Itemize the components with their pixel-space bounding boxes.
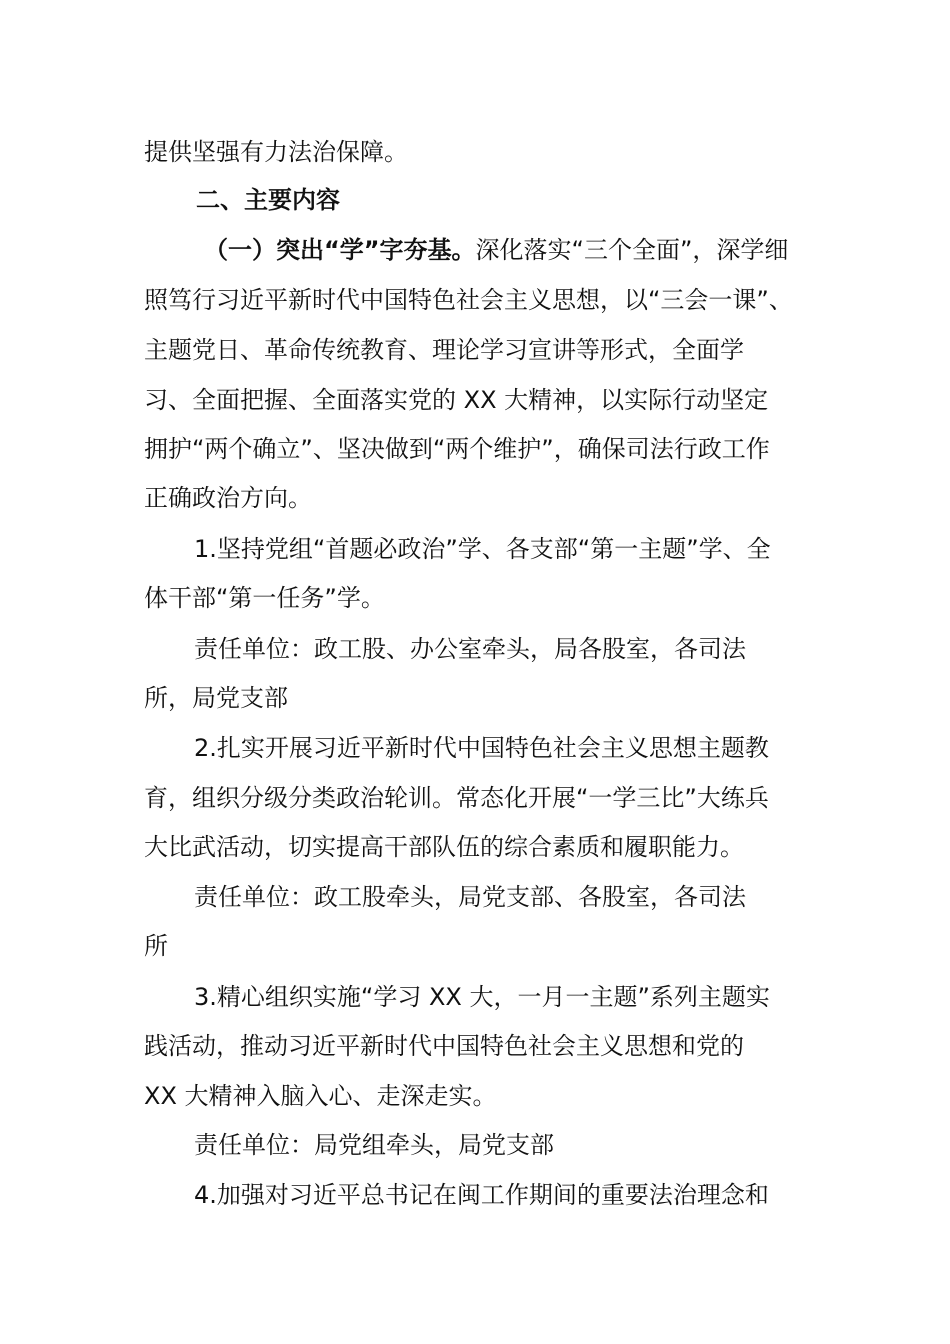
responsibility-line: 责任单位：政工股牵头，局党支部、各股室，各司法 bbox=[194, 883, 746, 911]
responsibility-line: 所，局党支部 bbox=[144, 684, 288, 712]
paragraph-line: 提供坚强有力法治保障。 bbox=[144, 138, 408, 166]
list-item-1-line: 体干部“第一任务”学。 bbox=[144, 584, 385, 612]
paragraph-line: 习、全面把握、全面落实党的 XX 大精神，以实际行动坚定 bbox=[144, 386, 769, 414]
subsection-line bbox=[204, 225, 788, 275]
list-item-1-line: 1.坚持党组“首题必政治”学、各支部“第一主题”学、全 bbox=[194, 535, 771, 563]
paragraph-line: 主题党日、革命传统教育、理论学习宣讲等形式，全面学 bbox=[144, 336, 744, 364]
list-item-2-line: 2.扎实开展习近平新时代中国特色社会主义思想主题教 bbox=[194, 734, 769, 762]
responsibility-line: 所 bbox=[144, 932, 168, 960]
list-item-3-line: XX 大精神入脑入心、走深走实。 bbox=[144, 1082, 497, 1110]
list-item-3-line: 3.精心组织实施“学习 XX 大，一月一主题”系列主题实 bbox=[194, 983, 770, 1011]
responsibility-line: 责任单位：政工股、办公室牵头，局各股室，各司法 bbox=[194, 635, 746, 663]
paragraph-line: 拥护“两个确立”、坚决做到“两个维护”，确保司法行政工作 bbox=[144, 435, 770, 463]
paragraph-text: 深化落实“三个全面”，深学细 bbox=[475, 236, 789, 264]
section-heading: 二、主要内容 bbox=[196, 186, 340, 214]
list-item-4-line: 4.加强对习近平总书记在闽工作期间的重要法治理念和 bbox=[194, 1181, 769, 1209]
list-item-3-line: 践活动，推动习近平新时代中国特色社会主义思想和党的 bbox=[144, 1032, 744, 1060]
paragraph-line: 正确政治方向。 bbox=[144, 484, 312, 512]
list-item-2-line: 大比武活动，切实提高干部队伍的综合素质和履职能力。 bbox=[144, 833, 744, 861]
paragraph-line: 照笃行习近平新时代中国特色社会主义思想，以“三会一课”、 bbox=[144, 286, 793, 314]
list-item-2-line: 育，组织分级分类政治轮训。常态化开展“一学三比”大练兵 bbox=[144, 784, 769, 812]
subsection-heading: （一）突出“学”字夯基。 bbox=[204, 236, 476, 264]
responsibility-line: 责任单位：局党组牵头，局党支部 bbox=[194, 1131, 554, 1159]
